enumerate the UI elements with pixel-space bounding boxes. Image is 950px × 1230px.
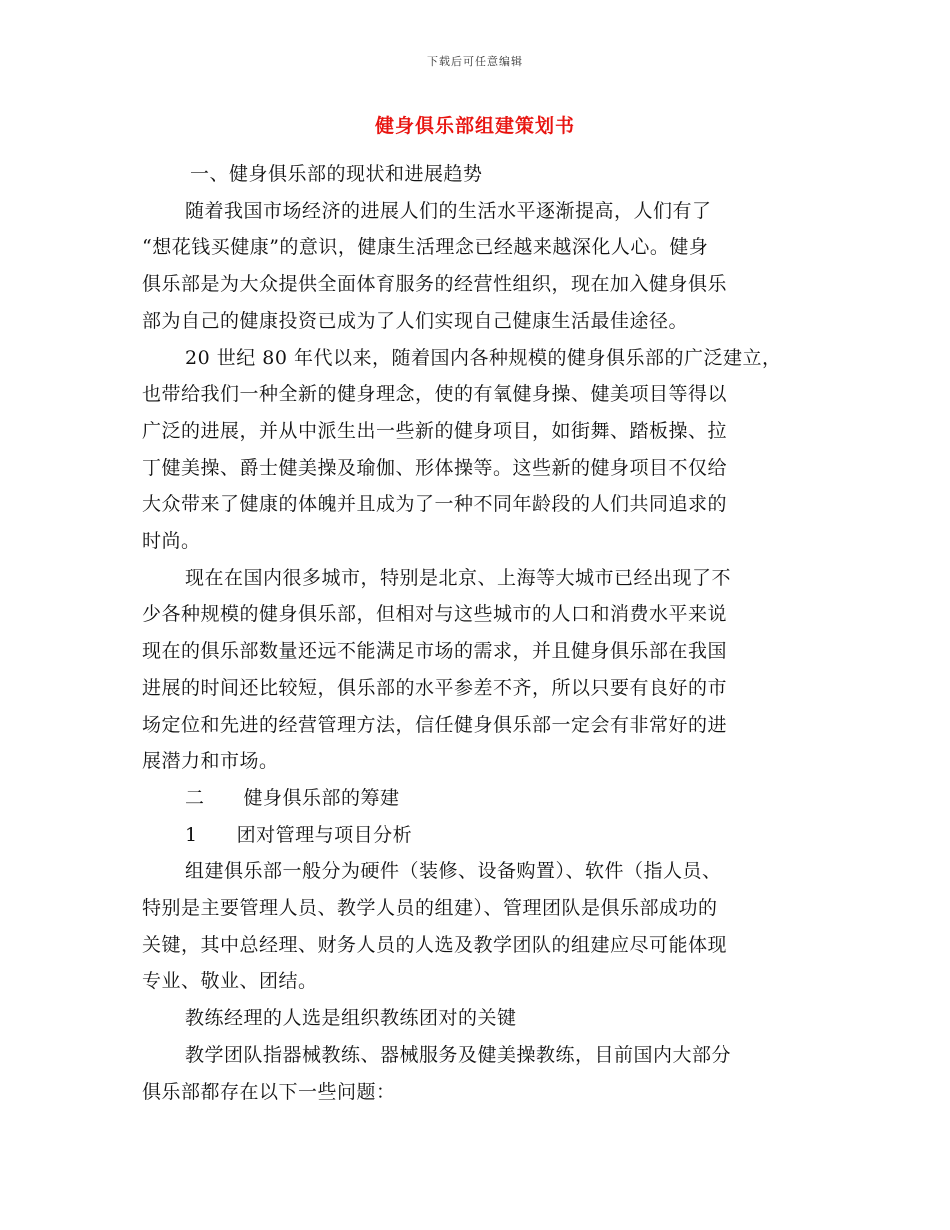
paragraph-line: “想花钱买健康”的意识，健康生活理念已经越来越深化人心。健身 xyxy=(142,236,709,259)
paragraph-line: 组建俱乐部一般分为硬件（装修、设备购置）、软件（指人员、 xyxy=(185,860,722,883)
paragraph-line: 现在的俱乐部数量还远不能满足市场的需求，并且健身俱乐部在我国 xyxy=(142,640,728,663)
paragraph-line: 进展的时间还比较短，俱乐部的水平参差不齐，所以只要有良好的市 xyxy=(142,676,728,699)
document-body xyxy=(142,156,802,1110)
paragraph-line: 场定位和先进的经营管理方法，信任健身俱乐部一定会有非常好的进 xyxy=(142,713,728,736)
paragraph-line: 教练经理的人选是组织教练团对的关键 xyxy=(185,1007,517,1030)
paragraph-line: 专业、敬业、团结。 xyxy=(142,970,318,993)
paragraph-line: 展潜力和市场。 xyxy=(142,750,279,773)
paragraph-line: 关键，其中总经理、财务人员的人选及教学团队的组建应尽可能体现 xyxy=(142,933,728,956)
paragraph-line: 随着我国市场经济的进展人们的生活水平逐渐提高，人们有了 xyxy=(185,199,712,222)
subsection-heading-1: 1 团对管理与项目分析 xyxy=(185,823,413,846)
paragraph-line: 现在在国内很多城市，特别是北京、上海等大城市已经出现了不 xyxy=(185,566,732,589)
paragraph-line: 少各种规模的健身俱乐部，但相对与这些城市的人口和消费水平来说 xyxy=(142,603,728,626)
paragraph-line: 丁健美操、爵士健美操及瑜伽、形体操等。这些新的健身项目不仅给 xyxy=(142,456,728,479)
section-heading-2: 二 健身俱乐部的筹建 xyxy=(185,786,400,809)
paragraph-line: 也带给我们一种全新的健身理念，使的有氧健身操、健美项目等得以 xyxy=(142,383,728,406)
paragraph-line: 大众带来了健康的体魄并且成为了一种不同年龄段的人们共同追求的 xyxy=(142,493,728,516)
paragraph-line: 俱乐部是为大众提供全面体育服务的经营性组织，现在加入健身俱乐 xyxy=(142,273,728,296)
paragraph-line: 部为自己的健康投资已成为了人们实现自己健康生活最佳途径。 xyxy=(142,309,689,332)
paragraph-line: 特别是主要管理人员、教学人员的组建）、管理团队是俱乐部成功的 xyxy=(142,897,718,920)
paragraph-line: 20 世纪 80 年代以来，随着国内各种规模的健身俱乐部的广泛建立， xyxy=(185,346,782,369)
page-header-note: 下载后可任意编辑 xyxy=(427,55,523,68)
paragraph-line: 时尚。 xyxy=(142,530,201,553)
paragraph-line: 教学团队指器械教练、器械服务及健美操教练，目前国内大部分 xyxy=(185,1043,732,1066)
paragraph-line: 广泛的进展，并从中派生出一些新的健身项目，如街舞、踏板操、拉 xyxy=(142,419,728,442)
document-title: 健身俱乐部组建策划书 xyxy=(374,115,575,137)
paragraph-line: 俱乐部都存在以下一些问题： xyxy=(142,1080,396,1103)
section-heading-1: 一、健身俱乐部的现状和进展趋势 xyxy=(190,163,483,185)
